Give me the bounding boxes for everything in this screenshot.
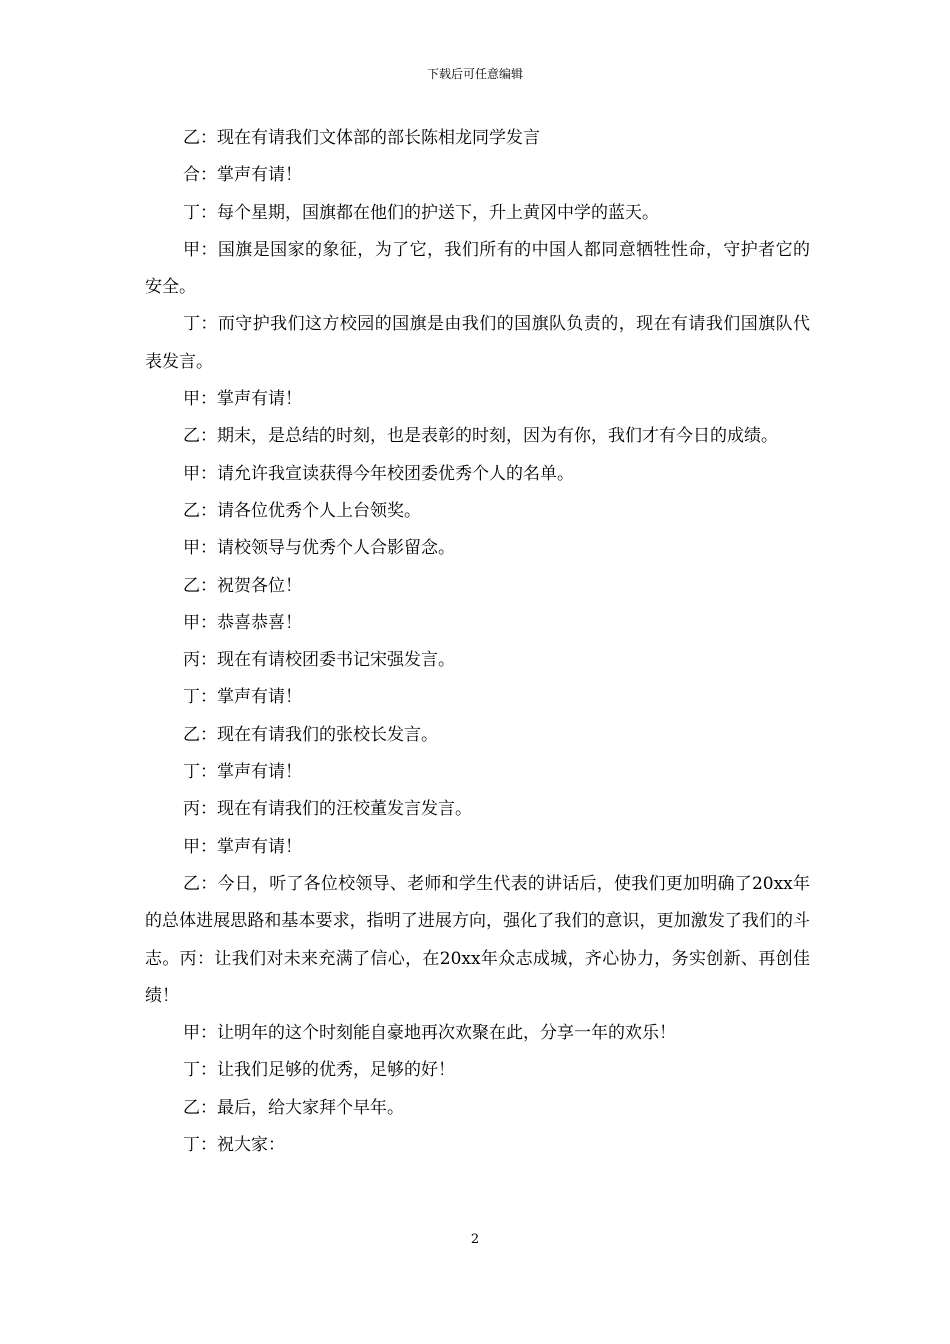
- paragraph: 甲：让明年的这个时刻能自豪地再次欢聚在此，分享一年的欢乐！: [183, 1023, 676, 1044]
- paragraph: 甲：请允许我宣读获得今年校团委优秀个人的名单。: [183, 463, 574, 484]
- paragraph: 乙：今日，听了各位校领导、老师和学生代表的讲话后，使我们更加明确了20xx年的总体进展思路和基本要求，指明了进展方向，强化了我们的意识，更加激发了我们的斗志。丙：让我们对未来充满了信心，在20xx年众志成城，齐心协力，务实创新、再创佳绩！: [145, 873, 810, 1006]
- paragraph: 甲：掌声有请！: [183, 389, 302, 410]
- paragraph: 合：掌声有请！: [183, 165, 302, 186]
- document-body: [145, 120, 810, 1164]
- page-number: 2: [470, 1232, 480, 1247]
- paragraph: 丁：祝大家：: [183, 1135, 285, 1156]
- paragraph: 丁：掌声有请！: [183, 687, 302, 708]
- paragraph: 丁：掌声有请！: [183, 762, 302, 783]
- paragraph: 乙：最后，给大家拜个早年。: [183, 1097, 404, 1118]
- page-header: 下载后可任意编辑: [426, 67, 523, 81]
- paragraph: 乙：现在有请我们的张校长发言。: [183, 724, 438, 745]
- paragraph: 甲：请校领导与优秀个人合影留念。: [183, 538, 455, 559]
- paragraph: 丙：现在有请校团委书记宋强发言。: [183, 650, 455, 671]
- paragraph: 甲：恭喜恭喜！: [183, 612, 302, 633]
- paragraph: 乙：现在有请我们文体部的部长陈相龙同学发言: [183, 128, 540, 148]
- paragraph: 丁：让我们足够的优秀，足够的好！: [183, 1060, 455, 1081]
- paragraph: 乙：祝贺各位！: [183, 575, 302, 596]
- paragraph: 乙：请各位优秀个人上台领奖。: [183, 500, 421, 521]
- paragraph: 甲：国旗是国家的象征，为了它，我们所有的中国人都同意牺牲性命，守护者它的安全。: [145, 239, 810, 298]
- paragraph: 乙：期末，是总结的时刻，也是表彰的时刻，因为有你，我们才有今日的成绩。: [183, 426, 778, 447]
- paragraph: 甲：掌声有请！: [183, 836, 302, 857]
- paragraph: 丁：每个星期，国旗都在他们的护送下，升上黄冈中学的蓝天。: [183, 202, 659, 223]
- paragraph: 丙：现在有请我们的汪校董发言发言。: [183, 799, 472, 820]
- paragraph: 丁：而守护我们这方校园的国旗是由我们的国旗队负责的，现在有请我们国旗队代表发言。: [145, 314, 810, 372]
